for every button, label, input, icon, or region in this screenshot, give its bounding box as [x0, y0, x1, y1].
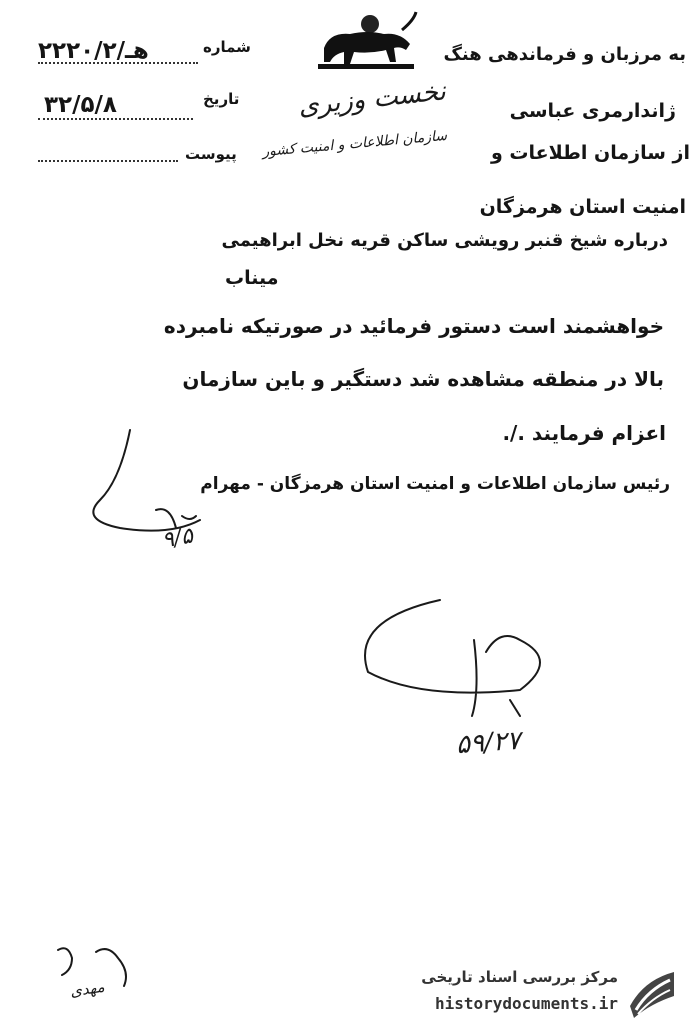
attachment-label: پیوست — [185, 145, 237, 163]
from-line-1: از سازمان اطلاعات و — [490, 142, 690, 164]
bottom-left-note: مهدی — [68, 977, 106, 1001]
left-annotation: ۹/۵ — [160, 523, 195, 554]
signature-scribble — [365, 600, 540, 716]
footer-logo — [408, 964, 678, 1022]
signature-line: رئیس سازمان اطلاعات و امنیت استان هرمزگان - مهرام — [200, 474, 670, 494]
footer-website: historydocuments.ir — [434, 994, 618, 1013]
footer-org-name: مرکز بررسی اسناد تاریخی — [421, 968, 618, 986]
subject-line-1: درباره شیخ قنبر رویشی ساکن قریه نخل ابراهیمی — [221, 230, 668, 251]
subject-line-2: میناب — [225, 267, 279, 289]
from-line-2: امنیت استان هرمزگان — [479, 196, 686, 218]
body-line-3: اعزام فرمایند ./. — [502, 421, 666, 445]
archive-book-icon — [624, 966, 678, 1020]
center-date-annotation: ۵۹/۲۷ — [455, 725, 522, 761]
date-label: تاریخ — [203, 90, 240, 108]
handwritten-title: نخست وزیری — [296, 76, 448, 122]
date-value: ۳۲/۵/۸ — [44, 92, 117, 118]
recipient-line-2: ژاندارمری عباسی — [509, 100, 676, 122]
number-label: شماره — [203, 38, 251, 56]
number-value: ۲۲۲۰/هـ/۲ — [38, 38, 149, 64]
handwritten-org: سازمان اطلاعات و امنیت کشور — [261, 127, 448, 161]
left-margin-stroke — [93, 430, 200, 531]
body-line-1: خواهشمند است دستور فرمائید در صورتیکه نامبرده — [163, 314, 664, 338]
bottom-note-scribble — [58, 948, 126, 986]
recipient-line-1: به مرزبان و فرماندهی هنگ — [443, 44, 686, 65]
body-line-2: بالا در منطقه مشاهده شد دستگیر و باین سازمان — [182, 367, 664, 391]
